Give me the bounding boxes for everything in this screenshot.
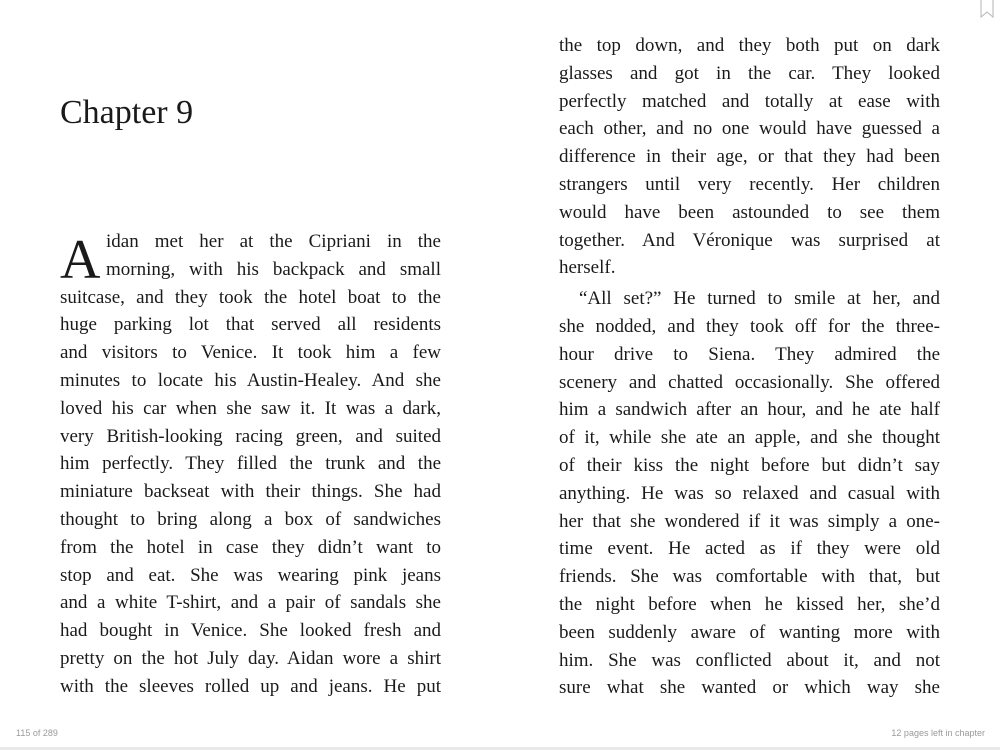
text-line: been suddenly aware of wanting more with (559, 621, 940, 643)
text-line: him. She was conflicted about it, and not (559, 649, 940, 671)
text-line: him a sandwich after an hour, and he ate half (559, 399, 940, 421)
text-line: she nodded, and they took off for the three- (559, 315, 940, 337)
text-line: pretty on the hot July day. Aidan wore a shirt (60, 647, 441, 669)
text-line: her that she wondered if it was simply a one- (559, 510, 940, 532)
text-line: perfectly matched and totally at ease with (559, 90, 940, 112)
text-line: and a white T-shirt, and a pair of sandals she (60, 592, 441, 614)
text-line: from the hotel in case they didn’t want to (60, 536, 441, 558)
text-line: “All set?” He turned to smile at her, and (579, 288, 940, 310)
text-line: thought to bring along a box of sandwiches (60, 508, 441, 530)
text-line: each other, and no one would have guessed a (559, 118, 940, 140)
text-line: the top down, and they both put on dark (559, 35, 940, 56)
text-line: time event. He acted as if they were old (559, 538, 940, 560)
page-position: 115 of 289 (16, 728, 58, 738)
bookmark-icon[interactable] (980, 0, 994, 19)
text-line: sure what she wanted or which way she (559, 677, 940, 699)
text-line: the night before when he kissed her, she’d (559, 593, 940, 615)
text-line: would have been astounded to see them (559, 201, 940, 223)
text-line: anything. He was so relaxed and casual with (559, 482, 940, 504)
chapter-title: Chapter 9 (60, 94, 194, 131)
text-line: huge parking lot that served all residents (60, 314, 441, 336)
left-page-text (60, 228, 441, 701)
text-line: of it, while she ate an apple, and she thought (559, 427, 940, 449)
text-line: herself. (559, 257, 616, 279)
text-line: him perfectly. They filled the trunk and the (60, 453, 441, 475)
text-line: scenery and chatted occasionally. She offered (559, 371, 940, 393)
text-line: stop and eat. She was wearing pink jeans (60, 564, 441, 586)
text-line: together. And Véronique was surprised at (559, 229, 940, 251)
text-line: had bought in Venice. She looked fresh and (60, 620, 441, 642)
text-line: of their kiss the night before but didn’t say (559, 454, 940, 476)
text-line: difference in their age, or that they had been (559, 146, 940, 168)
text-line: with the sleeves rolled up and jeans. He put (60, 675, 441, 697)
text-line: very British-looking racing green, and suited (60, 425, 441, 447)
text-line: idan met her at the Cipriani in the (106, 231, 441, 252)
text-line: minutes to locate his Austin-Healey. And she (60, 369, 441, 391)
text-line: glasses and got in the car. They looked (559, 62, 940, 84)
text-line: and visitors to Venice. It took him a few (60, 342, 441, 364)
pages-left-in-chapter: 12 pages left in chapter (891, 728, 985, 738)
text-line: morning, with his backpack and small (106, 258, 441, 280)
text-line: suitcase, and they took the hotel boat to the (60, 286, 441, 308)
text-line: friends. She was comfortable with that, but (559, 566, 940, 588)
text-line: strangers until very recently. Her children (559, 173, 940, 195)
text-line: loved his car when she saw it. It was a dark, (60, 397, 441, 419)
drop-cap: A (60, 229, 101, 291)
text-line: hour drive to Siena. They admired the (559, 343, 940, 365)
right-page-text (559, 32, 940, 702)
text-line: miniature backseat with their things. She had (60, 481, 441, 503)
